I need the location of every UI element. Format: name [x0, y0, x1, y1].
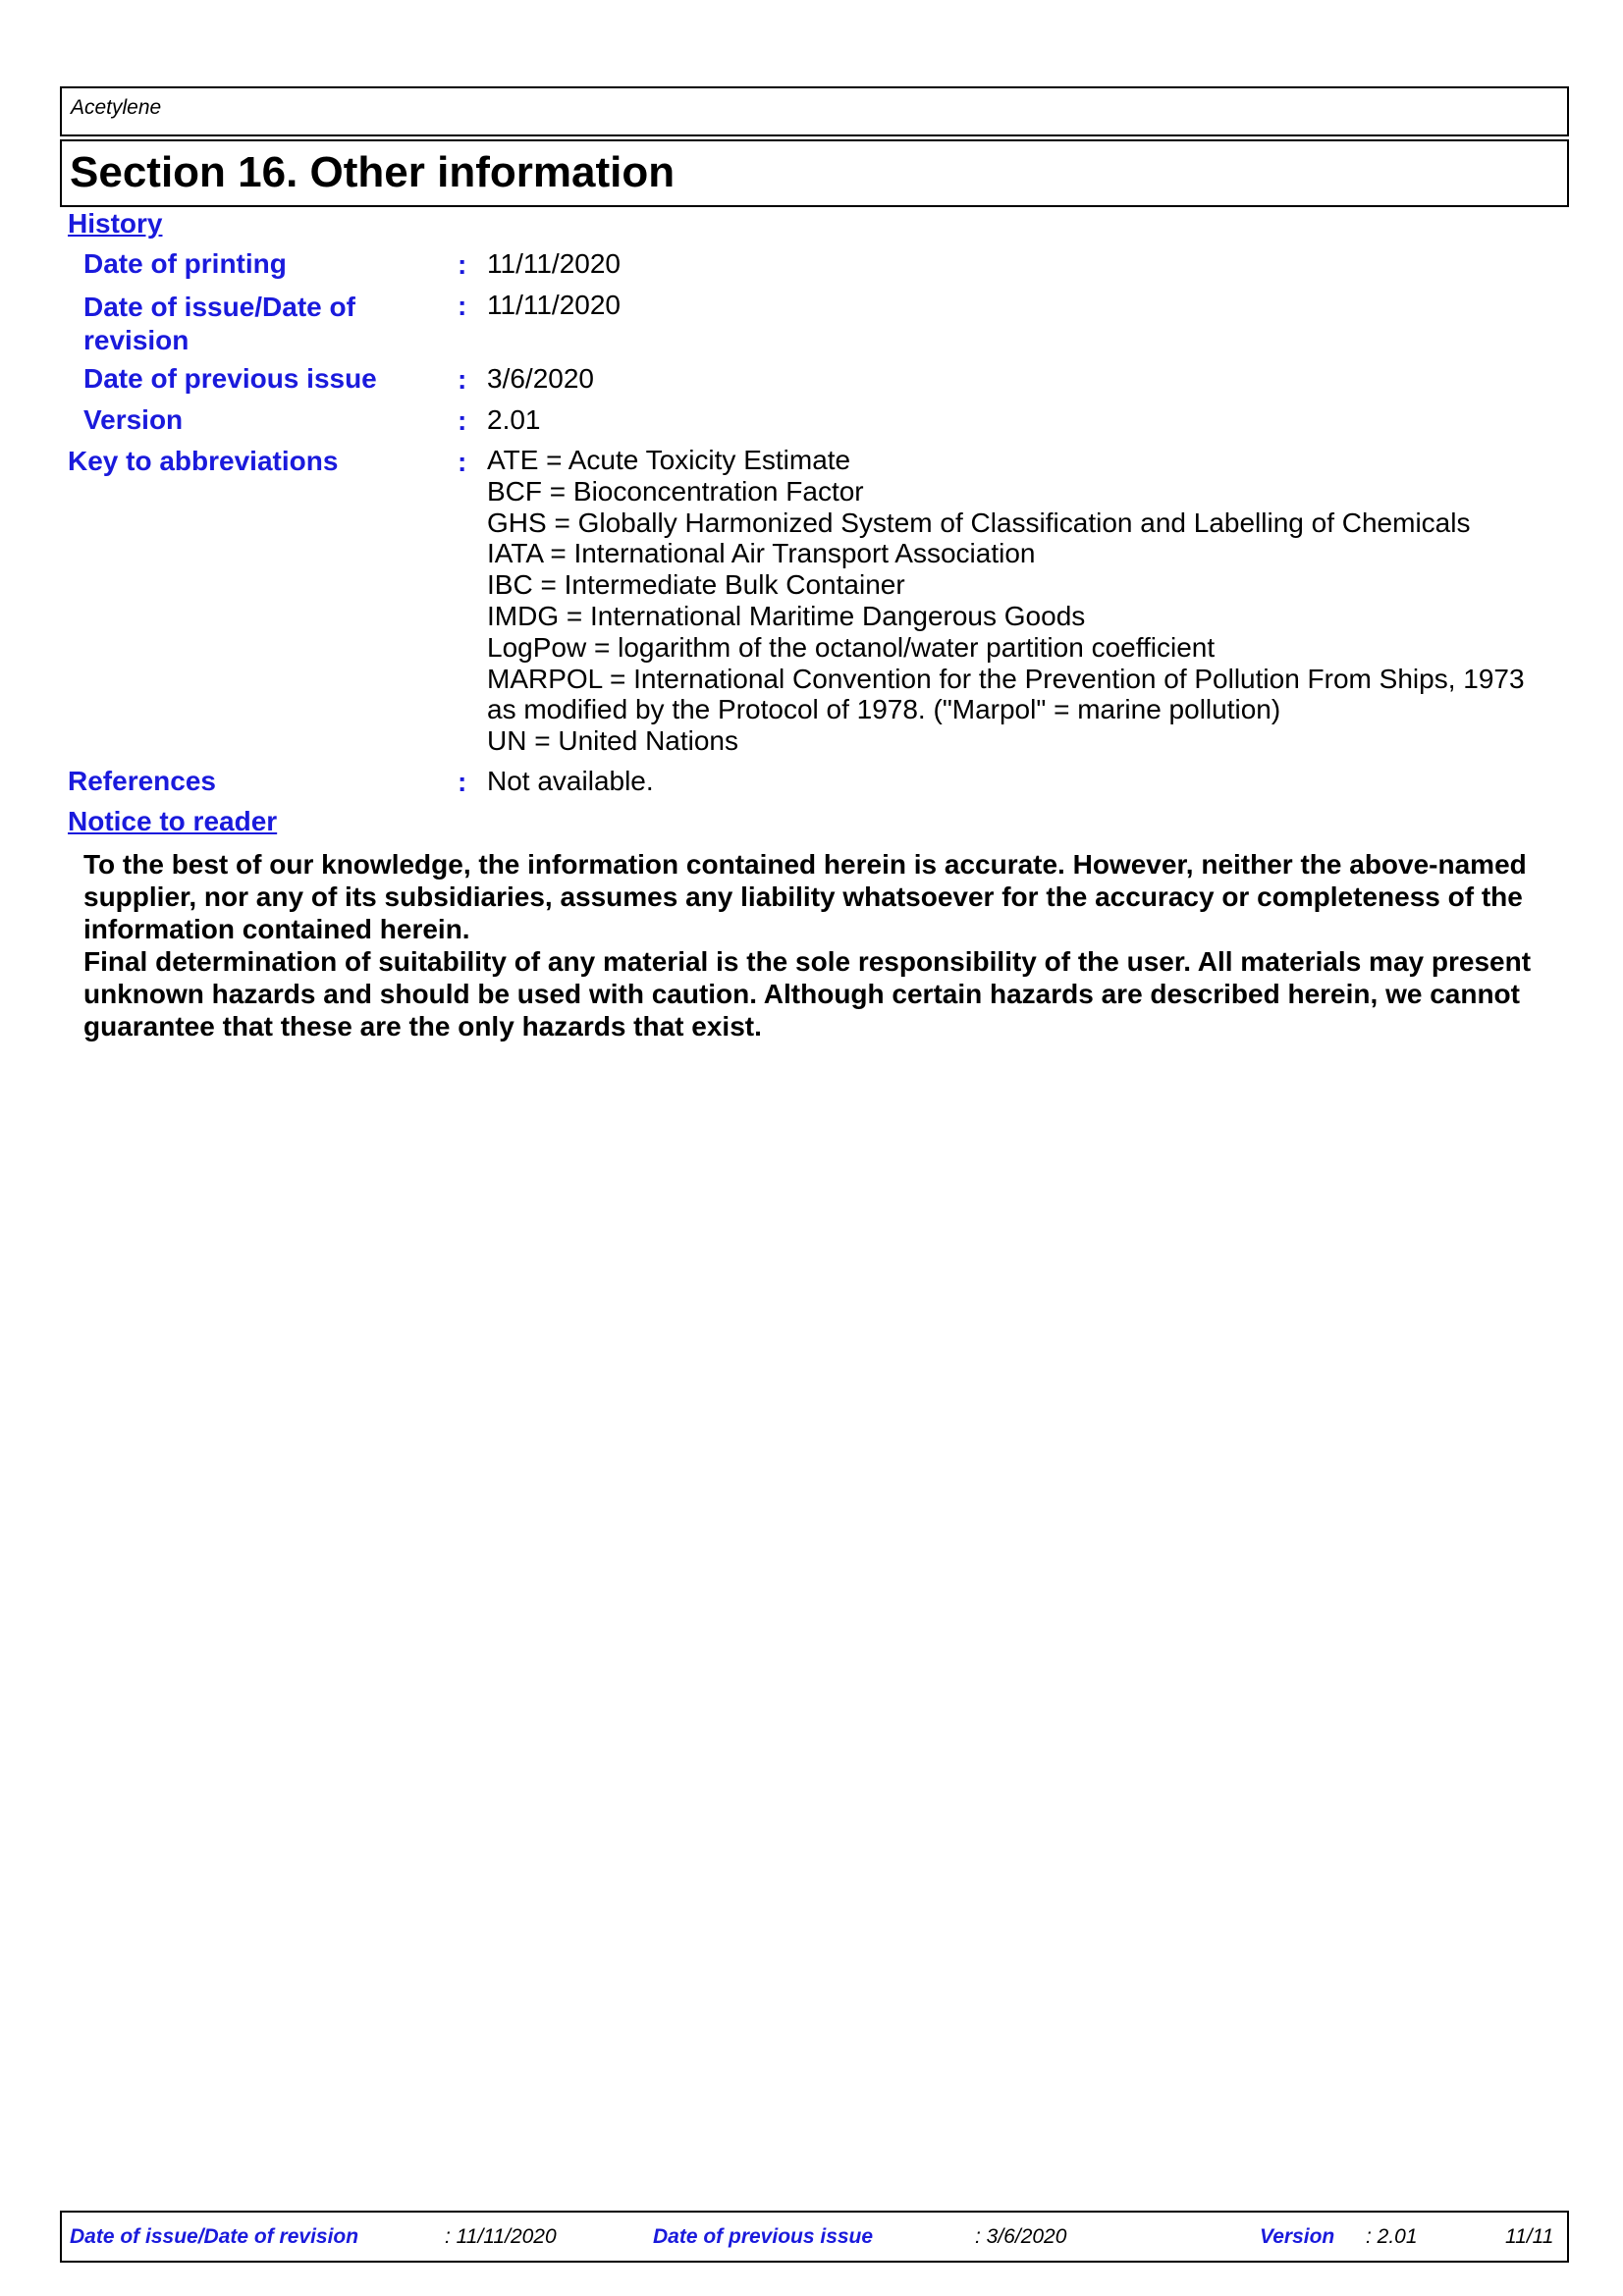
date-of-previous-issue-colon: : — [458, 364, 467, 395]
date-of-issue-colon: : — [458, 291, 467, 321]
notice-heading-link[interactable]: Notice to reader — [68, 806, 278, 836]
footer-page-number: 11/11 — [1505, 2225, 1554, 2248]
abbreviation-item: IBC = Intermediate Bulk Container — [487, 569, 905, 601]
version-value: 2.01 — [487, 404, 541, 435]
footer-previous-label: Date of previous issue — [653, 2225, 874, 2248]
section-title-box — [60, 139, 1569, 207]
abbreviation-item: as modified by the Protocol of 1978. ("Marpol" = marine pollution) — [487, 694, 1281, 725]
abbreviation-item: GHS = Globally Harmonized System of Classification and Labelling of Chemicals — [487, 507, 1471, 538]
abbreviation-item: BCF = Bioconcentration Factor — [487, 475, 864, 507]
date-of-previous-issue-label: Date of previous issue — [83, 363, 377, 394]
history-heading-link[interactable]: History — [68, 208, 163, 239]
footer-version-label: Version — [1260, 2225, 1335, 2248]
product-name-box — [60, 86, 1569, 136]
notice-paragraph-1: To the best of our knowledge, the information contained herein is accurate. However, neither the above-named supplier, nor any of its subsidiaries, assumes any liability whatsoever for the accuracy or completeness of the information contained herein. — [83, 849, 1527, 944]
product-name: Acetylene — [71, 96, 162, 119]
section-title: Section 16. Other information — [70, 148, 676, 196]
footer-version-value: : 2.01 — [1366, 2225, 1418, 2248]
version-label: Version — [83, 404, 184, 435]
abbreviations-list — [487, 445, 1525, 757]
notice-paragraph-2: Final determination of suitability of any material is the sole responsibility of the user. All materials may present unknown hazards and should be used with caution. Although certain hazards are described herein, we cannot guarantee that these are the only hazards that exist. — [83, 946, 1532, 1041]
references-label: References — [68, 766, 216, 796]
notice-text — [83, 848, 1556, 1042]
references-colon: : — [458, 767, 467, 797]
footer-previous-value: : 3/6/2020 — [975, 2225, 1067, 2248]
date-of-issue-label-line2: revision — [83, 325, 189, 355]
abbreviation-item: UN = United Nations — [487, 725, 739, 757]
date-of-printing-label: Date of printing — [83, 248, 287, 279]
date-of-issue-label-line1: Date of issue/Date of — [83, 292, 355, 322]
version-colon: : — [458, 405, 467, 436]
abbreviation-item: IMDG = International Maritime Dangerous Goods — [487, 600, 1086, 631]
page-footer — [60, 2211, 1569, 2263]
abbreviation-item: ATE = Acute Toxicity Estimate — [487, 445, 851, 475]
abbreviation-item: MARPOL = International Convention for the Prevention of Pollution From Ships, 1973 — [487, 663, 1525, 694]
abbreviation-item: IATA = International Air Transport Association — [487, 538, 1036, 569]
date-of-issue-value: 11/11/2020 — [487, 290, 621, 320]
footer-issue-label: Date of issue/Date of revision — [70, 2225, 359, 2248]
date-of-issue-label — [83, 291, 355, 357]
references-value: Not available. — [487, 766, 654, 796]
abbreviations-label: Key to abbreviations — [68, 446, 339, 476]
abbreviation-item: LogPow = logarithm of the octanol/water partition coefficient — [487, 631, 1216, 663]
date-of-previous-issue-value: 3/6/2020 — [487, 363, 594, 394]
footer-issue-value: : 11/11/2020 — [445, 2225, 557, 2248]
date-of-printing-value: 11/11/2020 — [487, 248, 621, 279]
date-of-printing-colon: : — [458, 249, 467, 280]
abbreviations-colon: : — [458, 447, 467, 477]
